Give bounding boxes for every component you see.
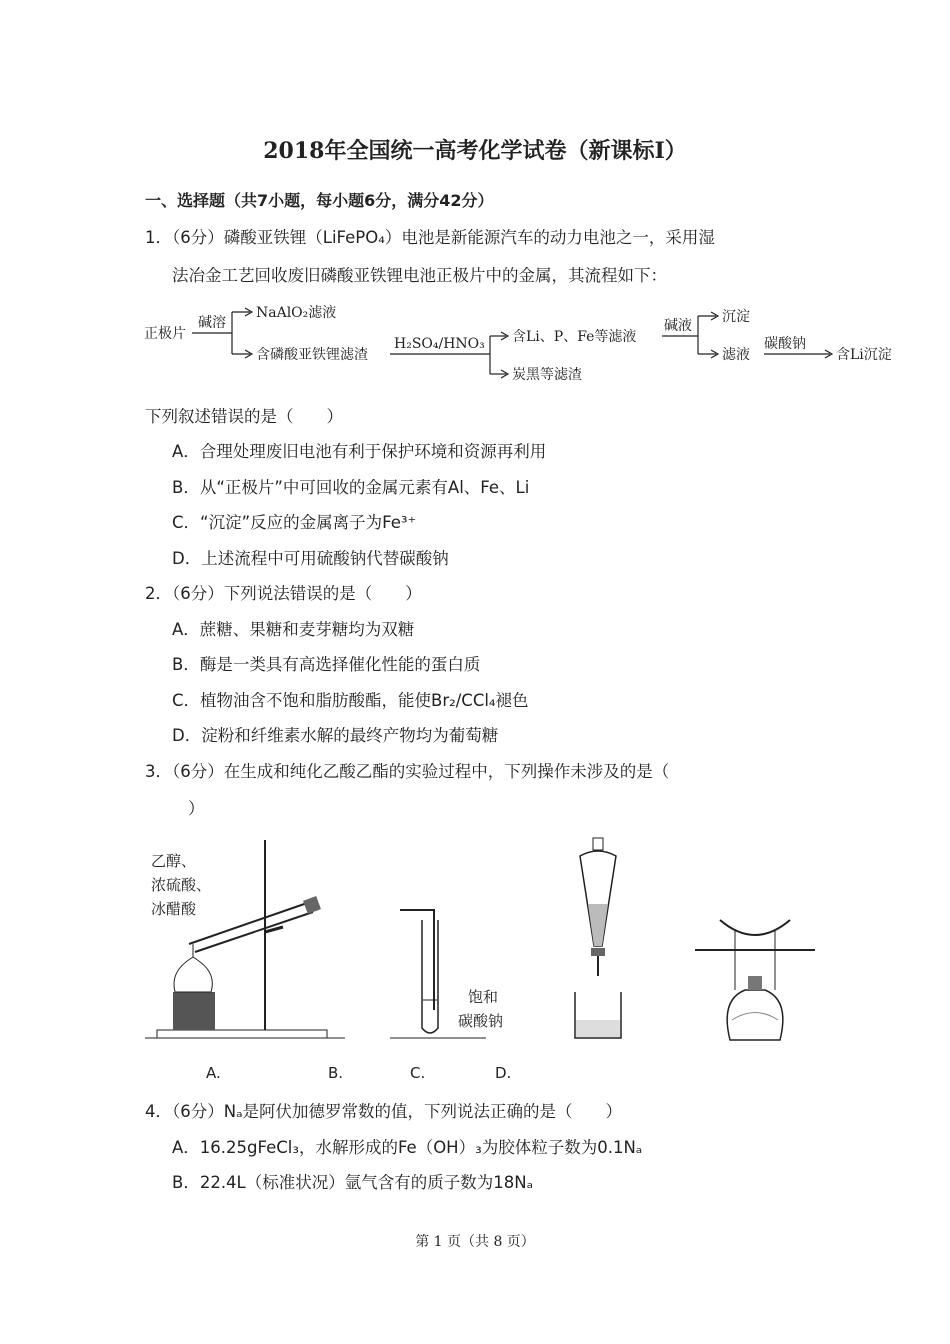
section-heading: 一、选择题（共7小题，每小题6分，满分42分） <box>145 191 494 210</box>
q2-option-b[interactable]: B．酶是一类具有高选择催化性能的蛋白质 <box>172 655 481 674</box>
flow-out6: 滤液 <box>722 347 750 363</box>
q1-line1: 1．（6分）磷酸亚铁锂（LiFePO₄）电池是新能源汽车的动力电池之一，采用湿 <box>145 228 715 247</box>
flow-step3: 碱液 <box>664 318 692 334</box>
label-b2: 碳酸钠 <box>458 1012 504 1030</box>
flow-out2: 含磷酸亚铁锂滤渣 <box>256 347 368 363</box>
q1-option-b[interactable]: B．从“正极片”中可回收的金属元素有Al、Fe、Li <box>172 478 530 497</box>
q1-flowchart <box>140 298 910 390</box>
page-footer: 第 1 页（共 8 页） <box>415 1234 535 1250</box>
choice-c[interactable]: C. <box>410 1064 426 1082</box>
q1-option-d[interactable]: D．上述流程中可用硫酸钠代替碳酸钠 <box>172 549 449 568</box>
q3-line1: 3．（6分）在生成和纯化乙酸乙酯的实验过程中，下列操作未涉及的是（ <box>145 762 670 781</box>
q4-option-a[interactable]: A．16.25gFeCl₃，水解形成的Fe（OH）₃为胶体粒子数为0.1Nₐ <box>172 1138 643 1157</box>
flow-out1: NaAlO₂滤液 <box>256 305 337 321</box>
choice-d[interactable]: D. <box>495 1064 512 1082</box>
q2-option-d[interactable]: D．淀粉和纤维素水解的最终产物均为葡萄糖 <box>172 726 499 745</box>
apparatus-d-evaporating-dish <box>690 910 820 1042</box>
q4-option-b[interactable]: B．22.4L（标准状况）氩气含有的质子数为18Nₐ <box>172 1173 534 1192</box>
label-a1: 乙醇、 <box>151 852 197 870</box>
q3-line2: ） <box>188 799 205 818</box>
label-a2: 浓硫酸、 <box>151 876 212 894</box>
flow-out3: 含Li、P、Fe等滤液 <box>512 329 637 345</box>
flow-step1: 碱溶 <box>198 315 226 331</box>
q4-stem: 4．（6分）Nₐ是阿伏加德罗常数的值，下列说法正确的是（ ） <box>145 1102 623 1121</box>
flow-out7: 含Li沉淀 <box>836 347 892 363</box>
q2-option-a[interactable]: A．蔗糖、果糖和麦芽糖均为双糖 <box>172 620 415 639</box>
apparatus-c-separatory-funnel <box>555 836 645 1042</box>
q1-option-a[interactable]: A．合理处理废旧电池有利于保护环境和资源再利用 <box>172 442 547 461</box>
q2-option-c[interactable]: C．植物油含不饱和脂肪酸酯，能使Br₂/CCl₄褪色 <box>172 691 529 710</box>
flow-step4: 碳酸钠 <box>764 336 806 352</box>
q1-line2: 法冶金工艺回收废旧磷酸亚铁锂电池正极片中的金属，其流程如下： <box>172 266 667 285</box>
q1-option-c[interactable]: C．“沉淀”反应的金属离子为Fe³⁺ <box>172 513 417 532</box>
apparatus-a-distillation <box>145 832 345 1042</box>
flow-step2: H₂SO₄/HNO₃ <box>394 336 485 352</box>
page-title: 2018年全国统一高考化学试卷（新课标Ⅰ） <box>263 138 687 164</box>
flow-out4: 炭黑等滤渣 <box>512 367 582 383</box>
q2-stem: 2．（6分）下列说法错误的是（ ） <box>145 584 422 603</box>
label-b1: 饱和 <box>468 988 499 1006</box>
label-a3: 冰醋酸 <box>151 900 197 918</box>
apparatus-b-test-tube <box>390 900 530 1040</box>
q1-stem: 下列叙述错误的是（ ） <box>145 407 343 426</box>
choice-a[interactable]: A. <box>206 1064 221 1082</box>
flow-out5: 沉淀 <box>722 309 750 325</box>
flow-start: 正极片 <box>144 326 186 342</box>
choice-b[interactable]: B. <box>328 1064 344 1082</box>
